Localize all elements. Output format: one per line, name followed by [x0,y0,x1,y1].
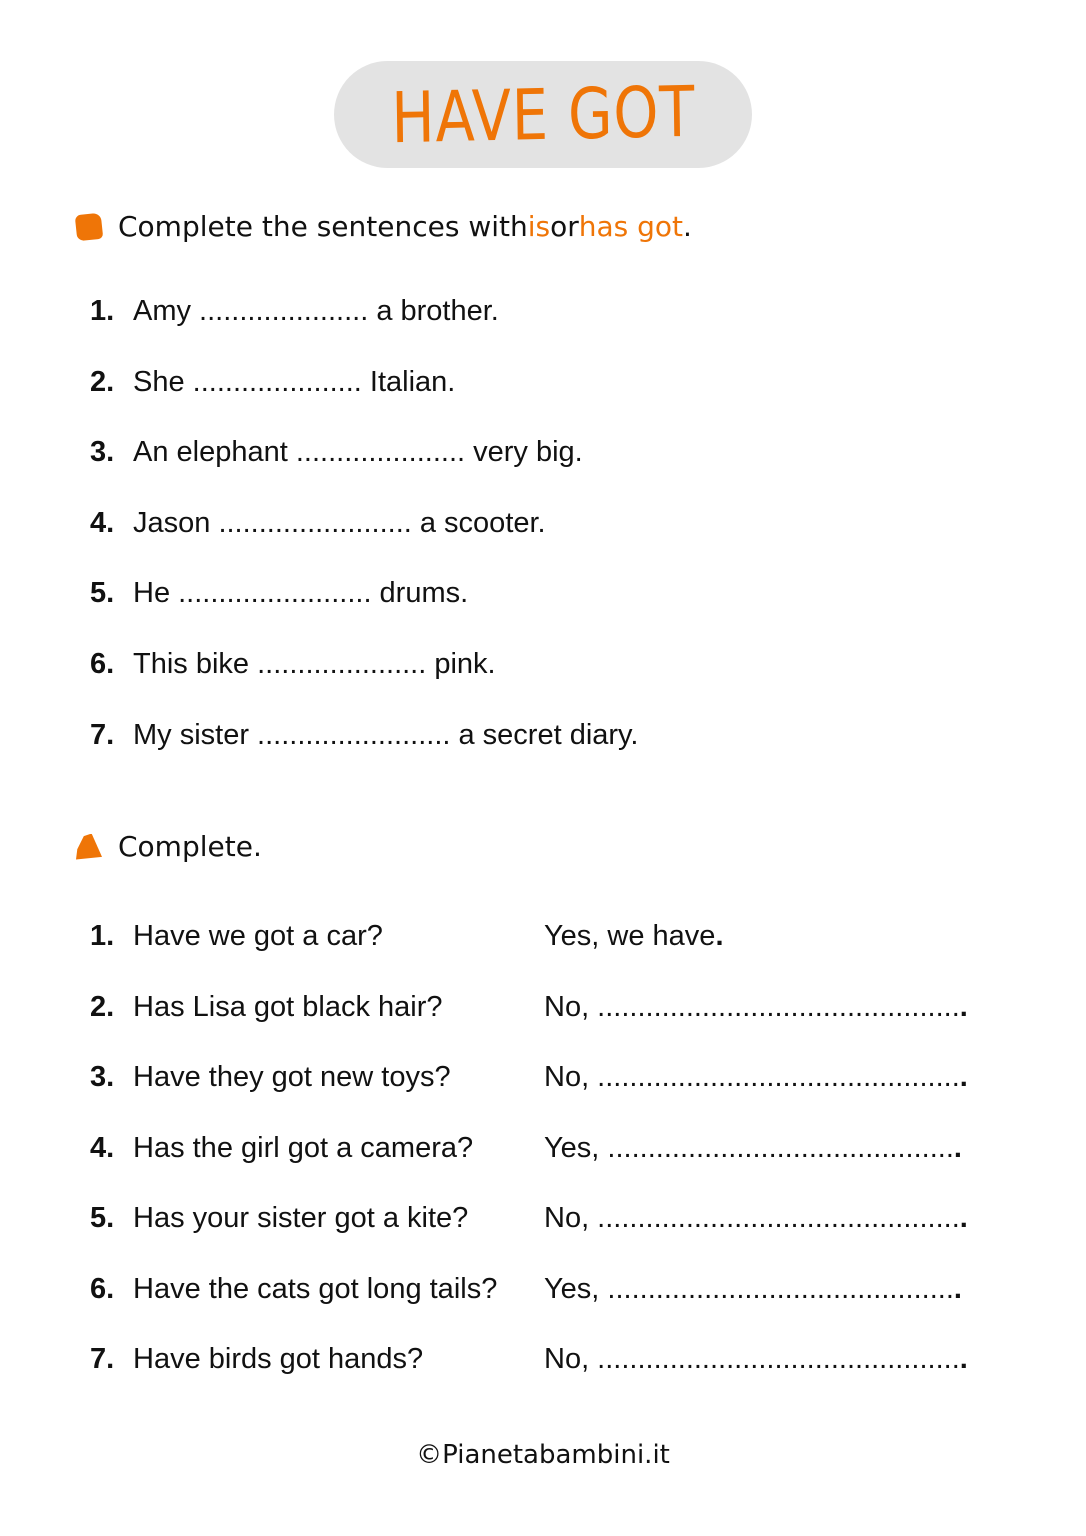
answer-line [544,990,968,1024]
exercise-sentence [90,365,455,399]
orange-bullet-icon [76,834,102,860]
sentence-text: He ........................ drums. [133,577,469,610]
sentence-text: This bike ..................... pink. [133,648,496,680]
sentence-text: Jason ........................ a scooter. [133,506,546,539]
item-number: 3. [90,436,115,469]
answer-period: . [715,920,724,952]
page-title: HAVE GOT [390,70,696,159]
exercise-question [90,1131,473,1165]
item-number: 1. [90,295,115,327]
exercise-sentence [90,294,499,328]
keyword-is: is [527,210,551,243]
sentence-text: Amy ..................... a brother. [133,295,499,327]
item-number: 2. [90,990,115,1023]
answer-text: Yes, ........................................... [544,1272,954,1305]
section1-heading [76,210,692,243]
answer-period: . [959,1202,968,1234]
item-number: 5. [90,577,115,610]
exercise-sentence [90,647,496,681]
instruction-text: . [683,210,692,243]
answer-line [544,1272,962,1306]
exercise-question [90,919,383,953]
answer-line [544,919,724,953]
exercise-sentence [90,576,468,610]
answer-line [544,1201,968,1235]
item-number: 7. [90,1343,115,1375]
answer-text: No, ............................................. [544,990,960,1023]
exercise-question [90,1272,497,1306]
sentence-text: My sister ........................ a secret diary. [133,718,639,751]
question-text: Have they got new toys? [133,1061,451,1093]
answer-line [544,1342,968,1376]
exercise-question [90,990,443,1024]
exercise-question [90,1060,451,1094]
question-text: Has the girl got a camera? [133,1131,474,1164]
instruction-text: or [550,210,579,243]
exercise-question [90,1342,423,1376]
question-text: Has Lisa got black hair? [133,990,443,1023]
exercise-question [90,1201,468,1235]
section2-heading [76,830,262,863]
answer-period: . [959,1061,968,1093]
item-number: 6. [90,648,115,680]
item-number: 7. [90,718,115,751]
item-number: 6. [90,1272,115,1305]
answer-text: No, ............................................. [544,1061,960,1093]
answer-period: . [953,1131,962,1164]
answer-text: Yes, we have [544,920,716,952]
copyright-footer: ©Pianetabambini.it [416,1440,670,1470]
title-banner [334,61,752,168]
keyword-has-got: has got [578,210,684,243]
item-number: 5. [90,1202,115,1234]
sentence-text: She ..................... Italian. [133,365,456,398]
answer-text: Yes, ........................................... [544,1131,954,1164]
instruction-text: Complete the sentences with [118,210,528,243]
answer-period: . [959,1343,968,1375]
question-text: Have birds got hands? [133,1343,424,1375]
orange-bullet-icon [75,212,104,241]
item-number: 4. [90,1131,115,1164]
exercise-sentence [90,435,583,469]
question-text: Have we got a car? [133,920,383,952]
item-number: 1. [90,920,115,952]
item-number: 3. [90,1061,115,1093]
instruction-text: Complete. [118,830,262,863]
answer-text: No, ............................................. [544,1202,960,1234]
item-number: 4. [90,506,115,539]
answer-period: . [959,990,968,1023]
item-number: 2. [90,365,115,398]
question-text: Have the cats got long tails? [133,1272,498,1305]
answer-period: . [953,1272,962,1305]
sentence-text: An elephant ..................... very big. [133,436,583,469]
exercise-sentence [90,718,638,752]
answer-text: No, ............................................. [544,1343,960,1375]
answer-line [544,1060,968,1094]
answer-line [544,1131,962,1165]
exercise-sentence [90,506,546,540]
question-text: Has your sister got a kite? [133,1202,469,1234]
